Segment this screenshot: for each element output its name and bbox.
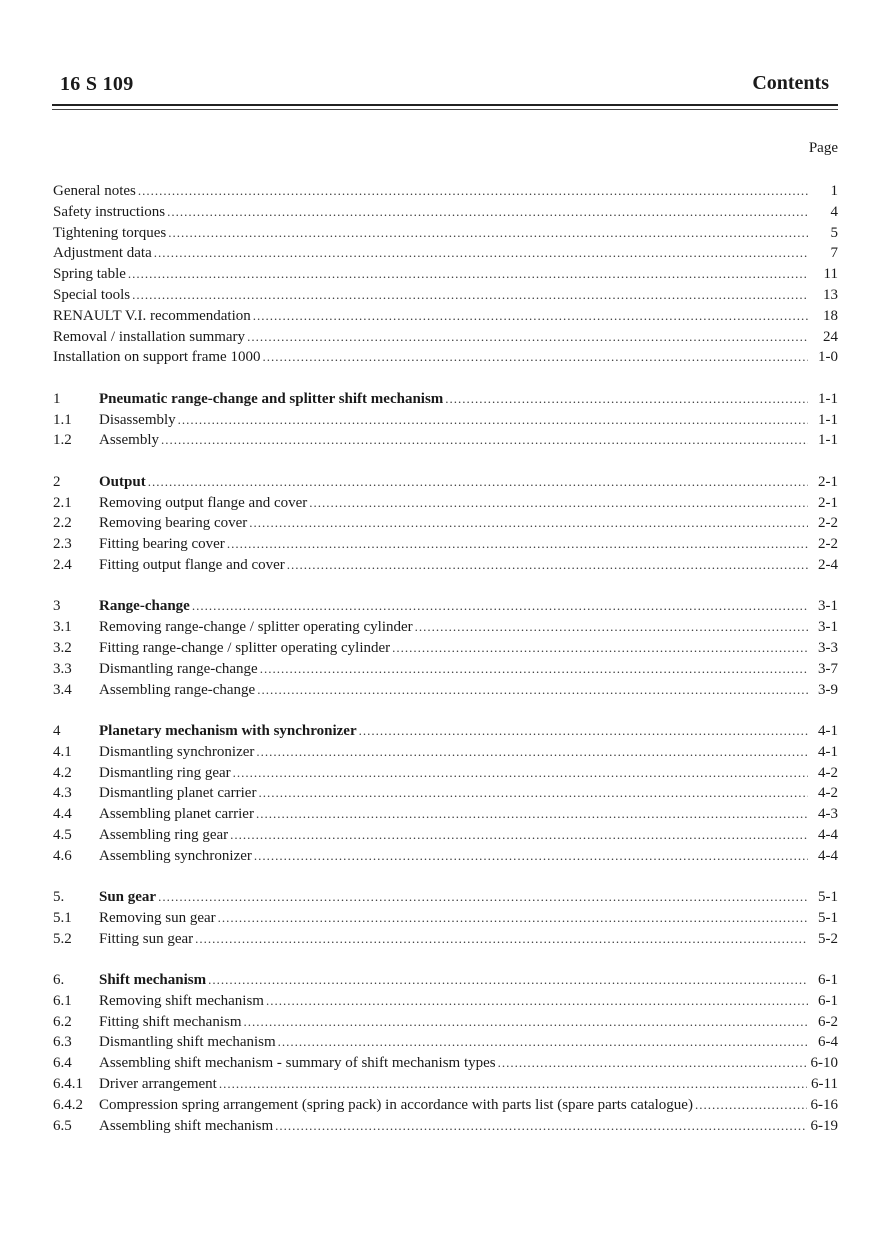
toc-entry[interactable] bbox=[53, 1074, 838, 1095]
entry-number: 2.4 bbox=[53, 556, 72, 573]
entry-number: 4.4 bbox=[53, 806, 72, 823]
entry-number: 3 bbox=[53, 598, 61, 615]
dot-leader bbox=[258, 783, 808, 804]
entry-page: 4-1 bbox=[818, 743, 838, 760]
entry-page: 3-3 bbox=[818, 639, 838, 656]
dot-leader bbox=[230, 825, 808, 846]
entry-number: 3.1 bbox=[53, 619, 72, 636]
dot-leader bbox=[266, 991, 808, 1012]
entry-number: 5.1 bbox=[53, 909, 72, 926]
entry-number: 5.2 bbox=[53, 930, 72, 947]
dot-leader bbox=[262, 347, 808, 368]
entry-number: 1.1 bbox=[53, 411, 72, 428]
entry-title: Assembling planet carrier bbox=[99, 806, 254, 823]
entry-page: 18 bbox=[823, 307, 838, 324]
toc-section-heading[interactable] bbox=[53, 887, 838, 908]
toc-entry[interactable] bbox=[53, 783, 838, 804]
toc-section-heading[interactable] bbox=[53, 472, 838, 493]
dot-leader bbox=[233, 763, 808, 784]
entry-number: 4 bbox=[53, 722, 61, 739]
entry-number: 2 bbox=[53, 473, 61, 490]
dot-leader bbox=[254, 846, 808, 867]
toc-intro-group bbox=[53, 181, 838, 368]
entry-page: 1-0 bbox=[818, 349, 838, 366]
dot-leader bbox=[167, 202, 808, 223]
entry-number: 6.4 bbox=[53, 1055, 72, 1072]
toc-entry[interactable] bbox=[53, 804, 838, 825]
entry-title: General notes bbox=[53, 183, 136, 199]
toc-entry[interactable] bbox=[53, 306, 838, 327]
dot-leader bbox=[219, 1074, 807, 1095]
dot-leader bbox=[218, 908, 808, 929]
entry-page: 6-1 bbox=[818, 972, 838, 989]
entry-page: 3-1 bbox=[818, 619, 838, 636]
entry-page: 3-9 bbox=[818, 681, 838, 698]
entry-title: RENAULT V.I. recommendation bbox=[53, 307, 251, 324]
entry-page: 4-4 bbox=[818, 826, 838, 843]
toc-entry[interactable] bbox=[53, 202, 838, 223]
entry-number: 4.5 bbox=[53, 826, 72, 843]
dot-leader bbox=[192, 596, 808, 617]
entry-title: Dismantling planet carrier bbox=[99, 785, 257, 802]
entry-page: 2-1 bbox=[818, 494, 838, 511]
toc-section-heading[interactable] bbox=[53, 596, 838, 617]
toc-entry[interactable] bbox=[53, 846, 838, 867]
toc-section-group bbox=[53, 389, 838, 451]
entry-title: Special tools bbox=[53, 286, 131, 303]
toc-entry[interactable] bbox=[53, 181, 838, 202]
entry-title: Output bbox=[99, 473, 146, 490]
entry-number: 6.5 bbox=[53, 1117, 72, 1134]
entry-page: 4 bbox=[830, 203, 838, 220]
toc-entry[interactable] bbox=[53, 410, 838, 431]
dot-leader bbox=[158, 887, 808, 908]
dot-leader bbox=[275, 1116, 806, 1137]
entry-page: 6-10 bbox=[810, 1055, 838, 1072]
entry-page: 24 bbox=[823, 328, 838, 345]
entry-page: 7 bbox=[830, 245, 838, 262]
entry-title: Tightening torques bbox=[53, 224, 167, 241]
toc-entry[interactable] bbox=[53, 1095, 838, 1116]
dot-leader bbox=[138, 181, 808, 202]
header-rule-thick bbox=[52, 104, 838, 106]
dot-leader bbox=[415, 617, 808, 638]
entry-page: 6-2 bbox=[818, 1013, 838, 1030]
entry-number: 6.3 bbox=[53, 1034, 72, 1051]
entry-page: 13 bbox=[823, 286, 838, 303]
toc-section-group bbox=[53, 596, 838, 700]
dot-leader bbox=[256, 742, 808, 763]
entry-title: Assembling shift mechanism - summary of shift mechanism types bbox=[99, 1055, 496, 1072]
toc-section-heading[interactable] bbox=[53, 721, 838, 742]
dot-leader bbox=[278, 1032, 808, 1053]
entry-title: Fitting bearing cover bbox=[99, 536, 225, 553]
entry-page: 5-2 bbox=[818, 930, 838, 947]
entry-title: Assembling shift mechanism bbox=[99, 1117, 274, 1134]
dot-leader bbox=[195, 929, 808, 950]
header-rule-thin bbox=[52, 109, 838, 110]
entry-page: 3-7 bbox=[818, 660, 838, 677]
toc-entry[interactable] bbox=[53, 1012, 838, 1033]
entry-title: Safety instructions bbox=[53, 203, 166, 220]
entry-title: Disassembly bbox=[99, 411, 176, 428]
entry-title: Fitting output flange and cover bbox=[99, 556, 285, 573]
dot-leader bbox=[178, 410, 808, 431]
entry-number: 3.3 bbox=[53, 660, 72, 677]
entry-title: Assembly bbox=[99, 432, 159, 449]
entry-title: Assembling synchronizer bbox=[99, 847, 252, 864]
dot-leader bbox=[309, 493, 808, 514]
dot-leader bbox=[695, 1095, 807, 1116]
toc-entry[interactable] bbox=[53, 555, 838, 576]
entry-number: 2.3 bbox=[53, 536, 72, 553]
dot-leader bbox=[260, 659, 808, 680]
toc-entry[interactable] bbox=[53, 243, 838, 264]
entry-title: Assembling ring gear bbox=[99, 826, 229, 843]
dot-leader bbox=[249, 513, 808, 534]
toc-section-heading[interactable] bbox=[53, 389, 838, 410]
toc-entry[interactable] bbox=[53, 638, 838, 659]
entry-page: 6-19 bbox=[810, 1117, 838, 1134]
entry-title: Dismantling range-change bbox=[99, 660, 258, 677]
toc-entry[interactable] bbox=[53, 347, 838, 368]
entry-number: 2.1 bbox=[53, 494, 72, 511]
toc-entry[interactable] bbox=[53, 493, 838, 514]
entry-page: 4-4 bbox=[818, 847, 838, 864]
entry-title: Fitting shift mechanism bbox=[99, 1013, 242, 1030]
dot-leader bbox=[359, 721, 808, 742]
toc-section-group bbox=[53, 887, 838, 949]
entry-title: Removing shift mechanism bbox=[99, 992, 264, 1009]
entry-title: Driver arrangement bbox=[99, 1076, 217, 1093]
entry-number: 4.3 bbox=[53, 785, 72, 802]
entry-number: 3.4 bbox=[53, 681, 72, 698]
dot-leader bbox=[256, 804, 808, 825]
entry-number: 1 bbox=[53, 390, 61, 407]
entry-title: Spring table bbox=[53, 266, 126, 283]
entry-title: Shift mechanism bbox=[99, 972, 207, 989]
toc-section-group bbox=[53, 472, 838, 576]
entry-page: 1-1 bbox=[818, 390, 838, 407]
entry-page: 6-4 bbox=[818, 1034, 838, 1051]
entry-title: Removing range-change / splitter operating cylinder bbox=[99, 619, 413, 636]
entry-title: Adjustment data bbox=[53, 245, 152, 262]
entry-page: 1-1 bbox=[818, 411, 838, 428]
entry-number: 5. bbox=[53, 889, 65, 906]
entry-title: Compression spring arrangement (spring pack) in accordance with parts list (spare parts catalogue) bbox=[99, 1096, 693, 1113]
entry-number: 6. bbox=[53, 972, 65, 989]
entry-number: 4.6 bbox=[53, 847, 72, 864]
entry-title: Planetary mechanism with synchronizer bbox=[99, 722, 357, 739]
dot-leader bbox=[287, 555, 808, 576]
toc-entry[interactable] bbox=[53, 929, 838, 950]
entry-number: 2.2 bbox=[53, 515, 72, 532]
entry-page: 5-1 bbox=[818, 889, 838, 906]
document-number: 16 S 109 bbox=[60, 73, 134, 95]
entry-title: Assembling range-change bbox=[99, 681, 256, 698]
toc-entry[interactable] bbox=[53, 659, 838, 680]
dot-leader bbox=[168, 223, 808, 244]
entry-number: 4.2 bbox=[53, 764, 72, 781]
entry-page: 6-16 bbox=[810, 1096, 838, 1113]
toc-entry[interactable] bbox=[53, 1116, 838, 1137]
page-title: Contents bbox=[752, 72, 829, 94]
toc-section-heading[interactable] bbox=[53, 970, 838, 991]
entry-title: Fitting range-change / splitter operating cylinder bbox=[99, 639, 391, 656]
toc-entry[interactable] bbox=[53, 908, 838, 929]
toc-entry[interactable] bbox=[53, 680, 838, 701]
dot-leader bbox=[257, 680, 808, 701]
dot-leader bbox=[253, 306, 808, 327]
entry-page: 2-1 bbox=[818, 473, 838, 490]
toc-entry[interactable] bbox=[53, 1053, 838, 1074]
entry-page: 2-2 bbox=[818, 515, 838, 532]
toc-entry[interactable] bbox=[53, 513, 838, 534]
entry-number: 3.2 bbox=[53, 639, 72, 656]
entry-title: Range-change bbox=[99, 598, 190, 615]
entry-title: Removing bearing cover bbox=[99, 515, 248, 532]
entry-page: 11 bbox=[823, 266, 838, 283]
toc-entry[interactable] bbox=[53, 617, 838, 638]
dot-leader bbox=[392, 638, 808, 659]
toc-entry[interactable] bbox=[53, 285, 838, 306]
entry-title: Installation on support frame 1000 bbox=[53, 349, 261, 366]
dot-leader bbox=[244, 1012, 809, 1033]
entry-title: Dismantling synchronizer bbox=[99, 743, 255, 760]
entry-title: Fitting sun gear bbox=[99, 930, 194, 947]
entry-page: 1-1 bbox=[818, 432, 838, 449]
dot-leader bbox=[445, 389, 808, 410]
entry-page: 5-1 bbox=[818, 909, 838, 926]
entry-title: Sun gear bbox=[99, 889, 157, 906]
toc-entry[interactable] bbox=[53, 991, 838, 1012]
entry-page: 4-3 bbox=[818, 806, 838, 823]
toc-section-group bbox=[53, 721, 838, 867]
entry-page: 6-11 bbox=[811, 1076, 838, 1093]
entry-number: 6.2 bbox=[53, 1013, 72, 1030]
toc-entry[interactable] bbox=[53, 763, 838, 784]
dot-leader bbox=[154, 243, 808, 264]
entry-number: 6.4.2 bbox=[53, 1096, 83, 1113]
entry-page: 2-4 bbox=[818, 556, 838, 573]
dot-leader bbox=[498, 1053, 807, 1074]
entry-number: 6.4.1 bbox=[53, 1076, 83, 1093]
entry-title: Pneumatic range-change and splitter shift mechanism bbox=[99, 390, 444, 407]
entry-title: Removing sun gear bbox=[99, 909, 216, 926]
entry-page: 4-1 bbox=[818, 722, 838, 739]
toc-entry[interactable] bbox=[53, 430, 838, 451]
toc-entry[interactable] bbox=[53, 223, 838, 244]
table-of-contents bbox=[53, 181, 838, 1157]
entry-page: 6-1 bbox=[818, 992, 838, 1009]
entry-number: 4.1 bbox=[53, 743, 72, 760]
entry-page: 3-1 bbox=[818, 598, 838, 615]
toc-entry[interactable] bbox=[53, 1032, 838, 1053]
dot-leader bbox=[132, 285, 808, 306]
dot-leader bbox=[208, 970, 808, 991]
page-column-label: Page bbox=[808, 140, 838, 156]
dot-leader bbox=[161, 430, 808, 451]
toc-entry[interactable] bbox=[53, 327, 838, 348]
toc-entry[interactable] bbox=[53, 264, 838, 285]
entry-title: Removal / installation summary bbox=[53, 328, 246, 345]
entry-page: 1 bbox=[830, 183, 838, 199]
toc-section-group bbox=[53, 970, 838, 1136]
entry-page: 5 bbox=[830, 224, 838, 241]
entry-title: Dismantling ring gear bbox=[99, 764, 231, 781]
toc-entry[interactable] bbox=[53, 742, 838, 763]
entry-page: 2-2 bbox=[818, 536, 838, 553]
entry-number: 6.1 bbox=[53, 992, 72, 1009]
toc-entry[interactable] bbox=[53, 825, 838, 846]
toc-entry[interactable] bbox=[53, 534, 838, 555]
dot-leader bbox=[227, 534, 808, 555]
entry-title: Removing output flange and cover bbox=[99, 494, 308, 511]
entry-page: 4-2 bbox=[818, 785, 838, 802]
entry-page: 4-2 bbox=[818, 764, 838, 781]
entry-title: Dismantling shift mechanism bbox=[99, 1034, 276, 1051]
dot-leader bbox=[148, 472, 808, 493]
dot-leader bbox=[128, 264, 808, 285]
dot-leader bbox=[247, 327, 808, 348]
entry-number: 1.2 bbox=[53, 432, 72, 449]
